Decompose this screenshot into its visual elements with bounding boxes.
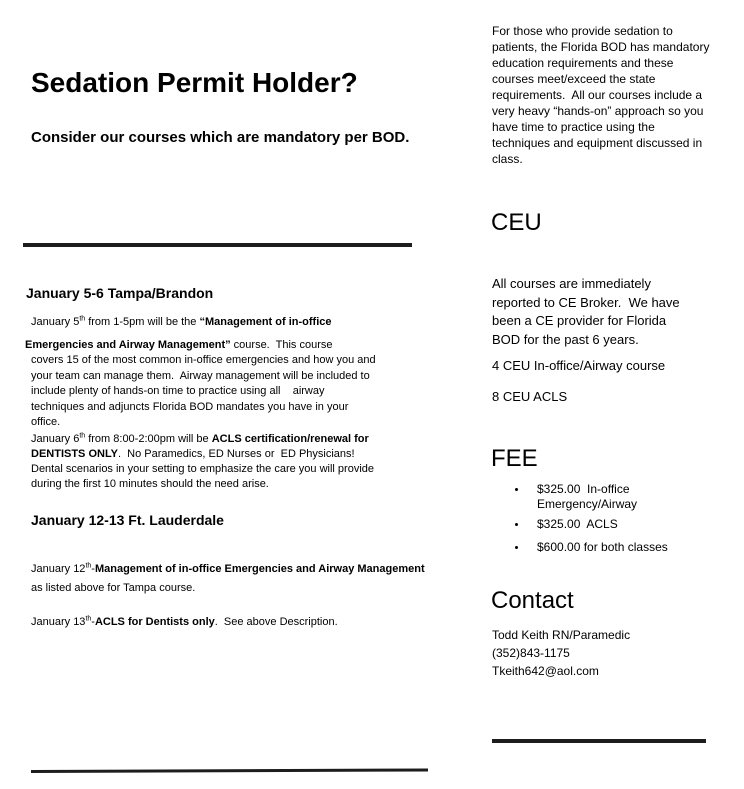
bullet-icon (515, 488, 518, 491)
text-line: January 12th-Management of in-office Emergencies and Airway Management (31, 562, 425, 575)
text-line: Emergencies and Airway Management” course. This course (25, 339, 333, 351)
text-line: $325.00 ACLS (537, 517, 618, 531)
text-line: techniques and adjuncts Florida BOD mandates you have in your (31, 401, 349, 413)
bullet-icon (515, 546, 518, 549)
section-heading-lauderdale: January 12-13 Ft. Lauderdale (31, 512, 224, 528)
text-line: have time to practice using the (492, 120, 655, 134)
fee-bullet-text (537, 482, 637, 512)
text-line: $600.00 for both classes (537, 540, 668, 554)
text-line: courses meet/exceed the state (492, 72, 656, 86)
text-line: requirements. All our courses include a (492, 88, 703, 102)
fee-bullet-text (537, 540, 668, 555)
text-line: DENTISTS ONLY. No Paramedics, ED Nurses or ED Physicians! (31, 448, 355, 460)
ceu-item-acls: 8 CEU ACLS (492, 389, 568, 404)
text-line: BOD for the past 6 years. (492, 331, 639, 347)
fee-bullet-item (515, 517, 618, 532)
fee-bullet-item (515, 540, 668, 555)
ceu-paragraph (492, 275, 680, 349)
text-line: January 6th from 8:00-2:00pm will be ACLS certification/renewal for (31, 432, 369, 445)
text-line: Dental scenarios in your setting to emphasize the care you will provide (31, 463, 375, 475)
text-line: covers 15 of the most common in-office emergencies and how you and (31, 354, 376, 366)
text-line: office. (31, 416, 61, 428)
text-line: your team can manage them. Airway management will be included to (31, 370, 370, 382)
page-title: Sedation Permit Holder? (31, 67, 358, 98)
text-line: January 13th-ACLS for Dentists only. See above Description. (31, 615, 338, 628)
text-line: been a CE provider for Florida (492, 313, 667, 328)
text-line: include plenty of hands-on time to practice using all airway (31, 385, 325, 397)
divider-rule-bottom-right (492, 739, 706, 743)
text-line: $325.00 In-office (537, 482, 630, 496)
text-line: patients, the Florida BOD has mandatory (492, 40, 710, 54)
text-line: Emergency/Airway (537, 497, 638, 511)
contact-heading: Contact (491, 587, 574, 614)
text-line: reported to CE Broker. We have (492, 294, 680, 310)
bullet-icon (515, 523, 518, 526)
text-line: as listed above for Tampa course. (31, 582, 196, 594)
contact-email: Tkeith642@aol.com (492, 664, 599, 678)
text-line: All courses are immediately (492, 276, 651, 291)
fee-bullet-item (515, 482, 637, 512)
text-line: techniques and equipment discussed in (492, 136, 703, 150)
text-line: January 5th from 1-5pm will be the “Management of in-office (31, 315, 332, 328)
text-line: For those who provide sedation to (492, 24, 673, 38)
contact-phone: (352)843-1175 (492, 646, 570, 660)
contact-name: Todd Keith RN/Paramedic (492, 628, 631, 642)
text-line: class. (492, 152, 523, 166)
intro-paragraph (492, 23, 709, 167)
ceu-heading: CEU (491, 209, 542, 236)
ceu-item-inoffice: 4 CEU In-office/Airway course (492, 358, 666, 373)
fee-bullet-text (537, 517, 618, 532)
section-heading-tampa: January 5-6 Tampa/Brandon (26, 285, 214, 301)
text-line: during the first 10 minutes should the need arise. (31, 478, 269, 490)
divider-rule-bottom-left (31, 768, 428, 773)
fee-heading: FEE (491, 445, 538, 472)
page-subtitle: Consider our courses which are mandatory per BOD. (31, 129, 410, 146)
contact-info (492, 626, 630, 680)
text-line: education requirements and these (492, 56, 674, 70)
divider-rule-top-left (23, 243, 412, 247)
text-line: very heavy “hands-on” approach so you (492, 104, 704, 118)
